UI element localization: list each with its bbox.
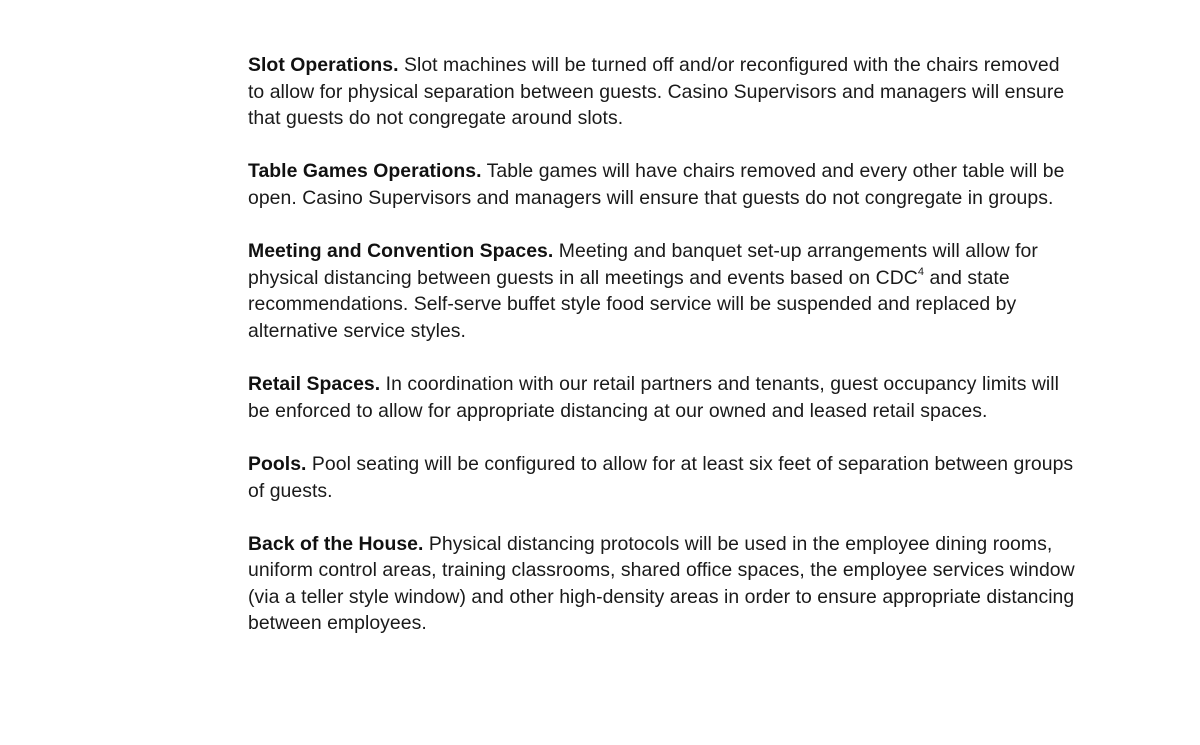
paragraph-meeting-convention bbox=[248, 238, 1078, 344]
text-slot-operations: Slot machines will be turned off and/or reconfigured with the chairs removed to allow for physical separation between guests. Casino Supervisors and managers will ensure that guests do not congregate around slots. bbox=[248, 54, 1065, 130]
paragraph-pools bbox=[248, 451, 1078, 504]
heading-retail-spaces: Retail Spaces. bbox=[248, 373, 381, 396]
paragraph-slot-operations bbox=[248, 52, 1078, 132]
heading-meeting-convention: Meeting and Convention Spaces. bbox=[248, 240, 554, 263]
paragraph-retail-spaces bbox=[248, 371, 1078, 424]
text-meeting-convention-part2: and state recommendations. Self-serve buffet style food service will be suspended and replaced by alternative service styles. bbox=[248, 266, 1017, 342]
text-pools: Pool seating will be configured to allow for at least six feet of separation between groups of guests. bbox=[248, 452, 1074, 502]
document-body bbox=[248, 52, 1078, 637]
text-retail-spaces: In coordination with our retail partners and tenants, guest occupancy limits will be enforced to allow for appropriate distancing at our owned and leased retail spaces. bbox=[248, 373, 1060, 422]
heading-back-of-house: Back of the House. bbox=[248, 532, 424, 555]
heading-pools: Pools. bbox=[248, 452, 307, 475]
text-meeting-convention-part1: Meeting and banquet set-up arrangements will allow for physical distancing between guests in all meetings and events based on CDC bbox=[248, 240, 1038, 289]
text-table-games: Table games will have chairs removed and every other table will be open. Casino Supervisors and managers will ensure that guests do not congregate in groups. bbox=[248, 160, 1065, 209]
text-back-of-house: Physical distancing protocols will be used in the employee dining rooms, uniform control areas, training classrooms, shared office spaces, the employee services window (via a teller style window) and other high-density areas in order to ensure appropriate distancing between employees. bbox=[248, 532, 1075, 635]
heading-table-games: Table Games Operations. bbox=[248, 160, 482, 183]
footnote-marker: 4 bbox=[917, 266, 925, 279]
heading-slot-operations: Slot Operations. bbox=[248, 54, 399, 76]
paragraph-table-games bbox=[248, 158, 1078, 211]
paragraph-back-of-house bbox=[248, 531, 1078, 637]
